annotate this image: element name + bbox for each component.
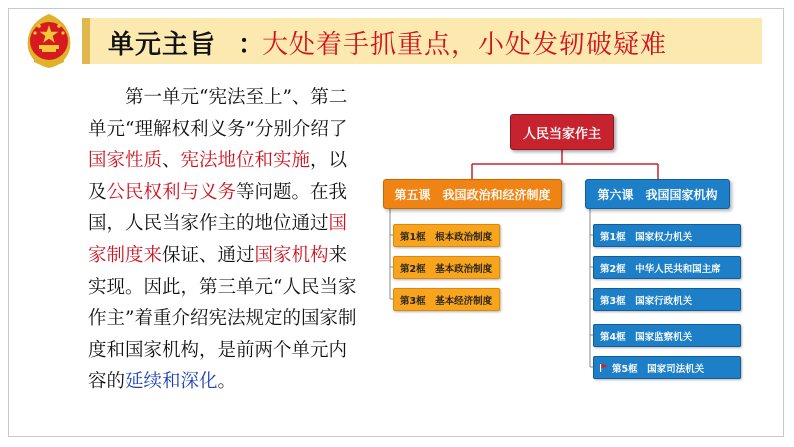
national-emblem-icon [22, 12, 76, 70]
text-segment: 。 [217, 371, 237, 393]
structure-diagram [370, 100, 770, 390]
highlight-national-nature: 国家性质 [88, 150, 163, 172]
title-separator: ： [238, 30, 265, 60]
lesson5-item: 第3框 基本经济制度 [393, 288, 500, 311]
lesson6-item: 第4框 国家监察机关 [593, 324, 741, 347]
lesson6-item-flagged [593, 356, 741, 379]
text-segment: 等问题。在我国，人民当家作主的地位通过 [88, 181, 348, 235]
highlight-citizen-rights: 公民权利与义务 [106, 181, 237, 203]
text-segment: 保证、通过 [162, 244, 255, 266]
lesson6-item: 第1框 国家权力机关 [593, 224, 741, 247]
root-node: 人民当家作主 [510, 114, 614, 150]
lesson5-item: 第2框 基本政治制度 [393, 256, 500, 279]
lesson6-node: 第六课 我国国家机构 [585, 179, 730, 209]
title-accent-bar [82, 18, 90, 64]
highlight-state-organs: 国家机构 [254, 244, 329, 266]
highlight-constitution-status: 宪法地位和实施 [180, 150, 311, 172]
title-banner [82, 18, 762, 64]
text-segment: ，以及 [88, 150, 348, 203]
highlight-continuation: 延续和深化 [125, 371, 218, 393]
highlight-state-system: 国家制度来 [88, 213, 348, 266]
lesson6-item: 第2框 中华人民共和国主席 [593, 256, 741, 279]
lesson6-item: 第3框 国家行政机关 [593, 288, 741, 311]
root-connector [472, 150, 658, 179]
intro-paragraph [88, 82, 364, 398]
lesson5-node: 第五课 我国政治和经济制度 [383, 179, 562, 209]
title-label: 单元主旨 [108, 30, 217, 60]
text-segment: 、 [162, 150, 181, 172]
text-segment: 来实现。因此，第三单元“人民当家作主”着重介绍宪法规定的国家制度和国家机构，是前两个单元内容的 [88, 244, 357, 393]
lesson6-item-label: 第5框 国家司法机关 [612, 363, 705, 375]
red-flag-icon [600, 364, 608, 372]
lesson5-item: 第1框 根本政治制度 [393, 224, 500, 247]
text-segment: 第一单元“宪法至上”、第二单元“理解权利义务”分别介绍了 [88, 87, 348, 140]
title-theme: 大处着手抓重点，小处发轫破疑难 [262, 30, 668, 60]
